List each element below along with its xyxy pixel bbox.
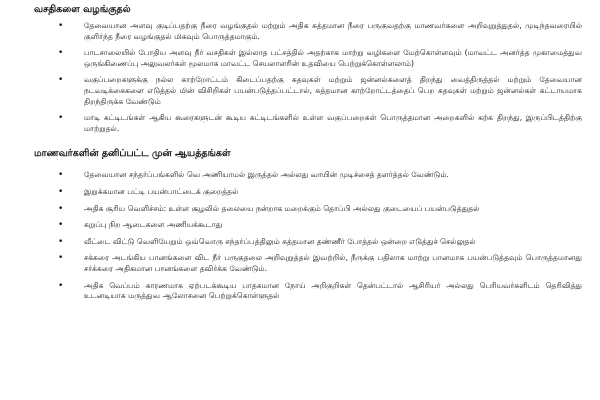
bullet-icon: • — [58, 75, 64, 86]
list-item-text: பாடசாலையில் போதிய அளவு நீர் வசதிகள் இல்லாத பட்சத்தில் அதற்காக மாற்று வழிகளை மேற்கொள்ளவும் (மாவட்ட அனர்த்த முகாமைத்துவ ஒருங்கிணைப்பு அலுவலர்கள் மூலமாக மாவட்ட செயலாளரின் உதவியை பெற்றுக்கொள்ளலாம்) — [84, 48, 582, 68]
list-item — [58, 203, 582, 215]
section-title-personal-preparations: மாணவர்களின் தனிப்பட்ட முன் ஆயத்தங்கள் — [34, 148, 231, 160]
list-item — [58, 236, 582, 248]
list-item — [58, 170, 582, 181]
bullet-icon: • — [58, 253, 64, 264]
list-item — [58, 113, 582, 134]
bullet-icon: • — [58, 186, 64, 197]
list-item-text: வீட்டை விட்டு வெளியேறும் ஒவ்வொரு சந்தர்ப்பத்திலும் சுத்தமான தண்ணீர் போத்தல் ஒன்றை எடுத்துச் செல்லுதல் — [84, 236, 476, 246]
list-item — [58, 186, 582, 198]
bullet-icon: • — [58, 48, 64, 59]
bullet-icon: • — [58, 220, 64, 231]
list-item-text: வகுப்பறைகளுக்கு நல்ல காற்றோட்டம் கிடைப்பதற்கு கதவுகள் மற்றும் ஜன்னல்களைத் திறந்து வைத்திருத்தல் மற்றும் தேவையான நடவடிக்கைகளை எடுத்தல் மின் விசிறிகள் பயன்படுத்தப்பட்டால், சுத்தமான காற்றோட்டத்தைப் பெற கதவுகள் மற்றும் ஜன்னல்கள் கட்டாயமாக திறந்திருக்க வேண்டும் — [84, 75, 582, 106]
list-item-text: கறுப்பு நிற ஆடைகளை அணியக்கூடாது — [84, 220, 223, 230]
list-item — [58, 253, 582, 274]
personal-preparations-list — [44, 170, 582, 301]
list-item-text: சக்கரை அடங்கிய பானங்களை விட நீர் பருகுதலை அறிவுறுத்தல் இவற்றில், நீருக்கு பதிலாக மாற்று பானமாக பயன்படுத்தவும் பொருத்தமானது சர்க்கரை அதிகமான பானங்களை தவிர்க்க வேண்டும். — [84, 253, 582, 273]
bullet-icon: • — [58, 170, 64, 181]
section-title-facilities: வசதிகளை வழங்குதல் — [34, 4, 131, 15]
list-item-text: அதிக சூரிய வெளிச்சம்: உள்ள சூழலில் தலையை நன்றாக மறைக்கும் தொப்பி அல்லது குடையைப் பயன்படுத்துதல் — [84, 203, 480, 213]
list-item — [58, 280, 582, 302]
list-item — [58, 21, 582, 42]
bullet-icon: • — [58, 236, 64, 247]
list-item-text: அதிக வெப்பம் காரணமாக ஏற்படக்கூடிய பாதகமான நோய் அறிகுறிகள் தென்பட்டால் ஆசிரியர் அல்லது பெரியவர்களிடம் தெரிவித்து உடனடியாக மருத்துவ ஆலோசனை பெற்றுக்கொள்ளுதல் — [84, 280, 582, 301]
list-item — [58, 220, 582, 231]
bullet-icon: • — [58, 113, 64, 124]
bullet-icon: • — [58, 280, 64, 291]
bullet-icon: • — [58, 203, 64, 214]
bullet-icon: • — [58, 21, 64, 31]
list-item — [58, 48, 582, 69]
list-item-text: இறுக்கமான பட்டி பயன்பாட்டைக் குறைத்தல் — [84, 186, 239, 196]
list-item-text: தேவையான அளவு குடிப்பதற்கு நீரை வழங்குதல் மற்றும் அதிக சுத்தமான நீரை பருகுவதற்கு மாணவர்களை அறிவுறுத்துதல், முடிந்தவரையில் குளிர்ந்த நீரை வழங்குதல் மிகவும் பொருத்தமாகும். — [84, 21, 582, 41]
list-item-text: மாடி கட்டிடங்கள் ஆகிய கூரைகளுடன் கூடிய கட்டிடங்களில் உள்ள வகுப்பறைகள் பொருத்தமான அறைகளில் கற்க திறந்து, இருப்பிடத்திற்கு மாற்றுதல். — [84, 113, 582, 133]
list-item — [58, 75, 582, 107]
list-item-text: தேவையான சந்தர்ப்பங்களில் வெ அணியாமல் இருத்தல் அல்லது வாயின் முடிச்சைத் தளர்த்தல் வேண்டும். — [84, 170, 449, 180]
facilities-list — [44, 21, 582, 134]
